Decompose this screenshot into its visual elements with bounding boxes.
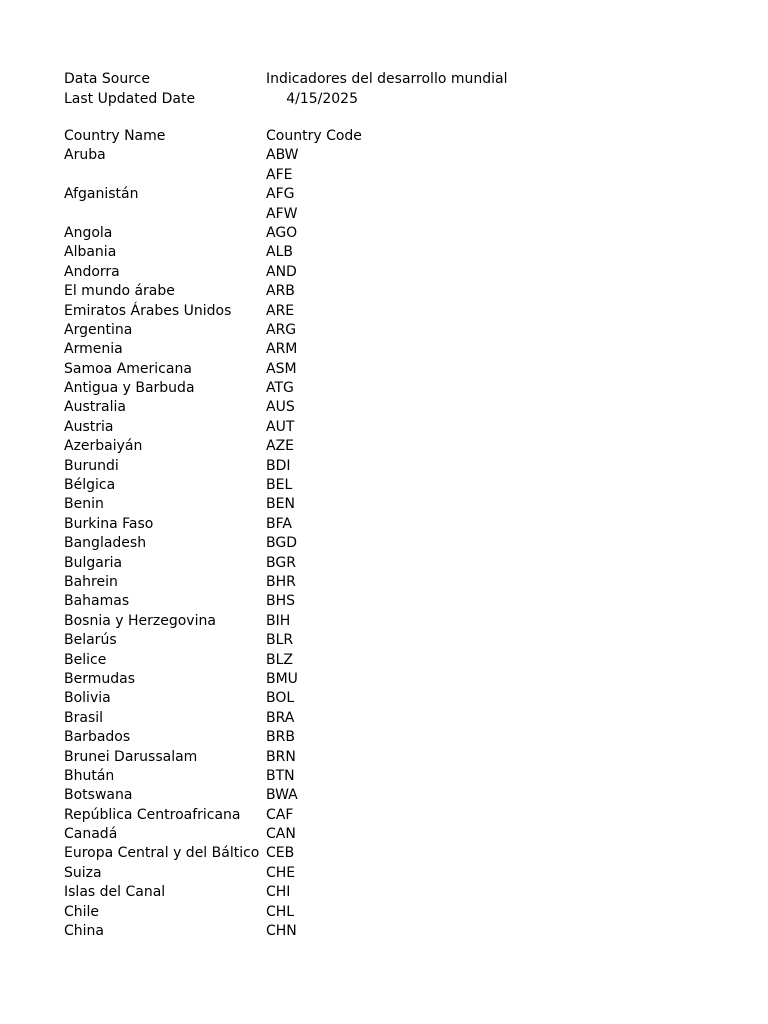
blank-row xyxy=(64,109,358,127)
country-name-cell: Albania xyxy=(64,244,117,261)
table-row xyxy=(64,592,358,611)
country-code-cell: BDI xyxy=(266,457,291,474)
table-row xyxy=(64,282,358,301)
country-code-cell: ALB xyxy=(266,244,293,261)
last-updated-value: 4/15/2025 xyxy=(286,91,358,107)
table-row xyxy=(64,844,358,863)
country-name-cell: Europa Central y del Báltico xyxy=(64,845,260,862)
country-code-cell: AFG xyxy=(266,186,295,203)
last-updated-label: Last Updated Date xyxy=(64,91,196,107)
data-source-label: Data Source xyxy=(64,71,150,87)
table-row xyxy=(64,883,358,902)
table-row xyxy=(64,709,358,728)
country-name-cell: Burundi xyxy=(64,457,119,474)
table-row xyxy=(64,418,358,437)
country-name-cell xyxy=(64,205,266,224)
last-updated-row xyxy=(64,89,358,109)
country-code-cell: BGR xyxy=(266,554,296,571)
country-name-cell: Bermudas xyxy=(64,670,135,687)
country-code-cell: AUS xyxy=(266,399,295,416)
country-name-cell: Belice xyxy=(64,651,107,668)
table-row xyxy=(64,437,358,456)
country-code-cell: ARM xyxy=(266,341,298,358)
country-code-cell: BRA xyxy=(266,709,295,726)
country-code-cell: BWA xyxy=(266,787,298,804)
country-name-cell: Afganistán xyxy=(64,186,139,203)
country-name-cell: Brasil xyxy=(64,709,104,726)
table-row xyxy=(64,806,358,825)
data-source-value: Indicadores del desarrollo mundial xyxy=(266,71,508,87)
country-code-cell: BTN xyxy=(266,767,295,784)
spreadsheet-sheet xyxy=(64,69,508,941)
table-row xyxy=(64,224,358,243)
country-name-cell: China xyxy=(64,923,104,940)
country-name-cell: Bolivia xyxy=(64,690,111,707)
table-row xyxy=(64,340,358,359)
country-name-cell: Australia xyxy=(64,399,126,416)
table-row xyxy=(64,534,358,553)
country-code-cell: BOL xyxy=(266,690,295,707)
country-code-cell: AUT xyxy=(266,418,295,435)
table-row xyxy=(64,864,358,883)
country-code-cell: BEL xyxy=(266,477,293,494)
country-name-cell: Antigua y Barbuda xyxy=(64,380,195,397)
table-row xyxy=(64,728,358,747)
country-name-cell: Andorra xyxy=(64,263,120,280)
country-name-cell: Aruba xyxy=(64,147,106,164)
table-header-row xyxy=(64,127,362,146)
country-name-cell: Botswana xyxy=(64,787,133,804)
table-row xyxy=(64,670,358,689)
country-code-cell: BMU xyxy=(266,670,298,687)
country-code-cell: ASM xyxy=(266,360,297,377)
table-body xyxy=(64,146,358,941)
country-name-cell: Canadá xyxy=(64,826,118,843)
country-code-cell: BIH xyxy=(266,612,291,629)
country-name-cell: Chile xyxy=(64,903,100,920)
country-name-cell: Islas del Canal xyxy=(64,884,166,901)
table-row xyxy=(64,631,358,650)
country-name-cell: Bhután xyxy=(64,767,115,784)
country-name-cell: Suiza xyxy=(64,864,102,881)
table-row xyxy=(64,166,358,185)
country-code-cell: ARB xyxy=(266,283,295,300)
header-country-code: Country Code xyxy=(266,128,362,144)
country-code-cell: CAN xyxy=(266,826,296,843)
country-code-cell: BFA xyxy=(266,515,292,532)
table-row xyxy=(64,457,358,476)
table-row xyxy=(64,321,358,340)
country-name-cell: Argentina xyxy=(64,321,133,338)
table-row xyxy=(64,612,358,631)
country-code-cell: ARG xyxy=(266,321,297,338)
country-code-cell: BHS xyxy=(266,593,296,610)
country-code-cell: AGO xyxy=(266,224,298,241)
table-row xyxy=(64,767,358,786)
country-code-cell: AND xyxy=(266,263,297,280)
country-code-cell: ATG xyxy=(266,380,294,397)
country-name-cell: Brunei Darussalam xyxy=(64,748,198,765)
table-row xyxy=(64,379,358,398)
country-name-cell xyxy=(64,166,266,185)
country-code-cell: AFW xyxy=(266,205,298,222)
country-code-cell: BHR xyxy=(266,573,296,590)
country-code-cell: CHL xyxy=(266,903,295,920)
table-row xyxy=(64,263,358,282)
table-row xyxy=(64,205,358,224)
country-name-cell: Angola xyxy=(64,224,113,241)
country-name-cell: Emiratos Árabes Unidos xyxy=(64,302,232,319)
table-row xyxy=(64,146,358,165)
country-name-cell: Belarús xyxy=(64,632,117,649)
country-name-cell: Bélgica xyxy=(64,477,116,494)
table-row xyxy=(64,360,358,379)
country-name-cell: Austria xyxy=(64,418,114,435)
header-country-name: Country Name xyxy=(64,128,166,144)
country-name-cell: Azerbaiyán xyxy=(64,438,143,455)
country-name-cell: El mundo árabe xyxy=(64,283,175,300)
country-code-cell: CHI xyxy=(266,884,291,901)
country-code-cell: BRB xyxy=(266,729,295,746)
table-row xyxy=(64,825,358,844)
country-code-cell: AZE xyxy=(266,438,295,455)
country-code-cell: BEN xyxy=(266,496,295,513)
table-row xyxy=(64,515,358,534)
table-row xyxy=(64,922,358,941)
country-name-cell: Burkina Faso xyxy=(64,515,154,532)
country-code-cell: BGD xyxy=(266,535,297,552)
table-row xyxy=(64,398,358,417)
country-name-cell: República Centroafricana xyxy=(64,806,241,823)
table-row xyxy=(64,651,358,670)
data-source-row xyxy=(64,69,508,89)
country-code-cell: BLZ xyxy=(266,651,293,668)
table-row xyxy=(64,302,358,321)
table-row xyxy=(64,495,358,514)
country-code-cell: CHN xyxy=(266,923,297,940)
table-row xyxy=(64,476,358,495)
country-name-cell: Bulgaria xyxy=(64,554,123,571)
country-name-cell: Bangladesh xyxy=(64,535,147,552)
country-code-cell: ABW xyxy=(266,147,299,164)
country-code-cell: ARE xyxy=(266,302,295,319)
country-code-cell: BRN xyxy=(266,748,296,765)
country-name-cell: Bahamas xyxy=(64,593,130,610)
table-row xyxy=(64,903,358,922)
country-code-cell: BLR xyxy=(266,632,294,649)
country-code-cell: CEB xyxy=(266,845,295,862)
table-row xyxy=(64,786,358,805)
country-code-cell: AFE xyxy=(266,166,293,183)
country-name-cell: Barbados xyxy=(64,729,131,746)
country-name-cell: Armenia xyxy=(64,341,123,358)
table-row xyxy=(64,689,358,708)
country-name-cell: Samoa Americana xyxy=(64,360,192,377)
country-name-cell: Benin xyxy=(64,496,104,513)
table-row xyxy=(64,573,358,592)
country-name-cell: Bahrein xyxy=(64,573,118,590)
country-name-cell: Bosnia y Herzegovina xyxy=(64,612,216,629)
country-code-cell: CHE xyxy=(266,864,296,881)
table-row xyxy=(64,748,358,767)
country-code-cell: CAF xyxy=(266,806,294,823)
table-row xyxy=(64,243,358,262)
table-row xyxy=(64,554,358,573)
table-row xyxy=(64,185,358,204)
